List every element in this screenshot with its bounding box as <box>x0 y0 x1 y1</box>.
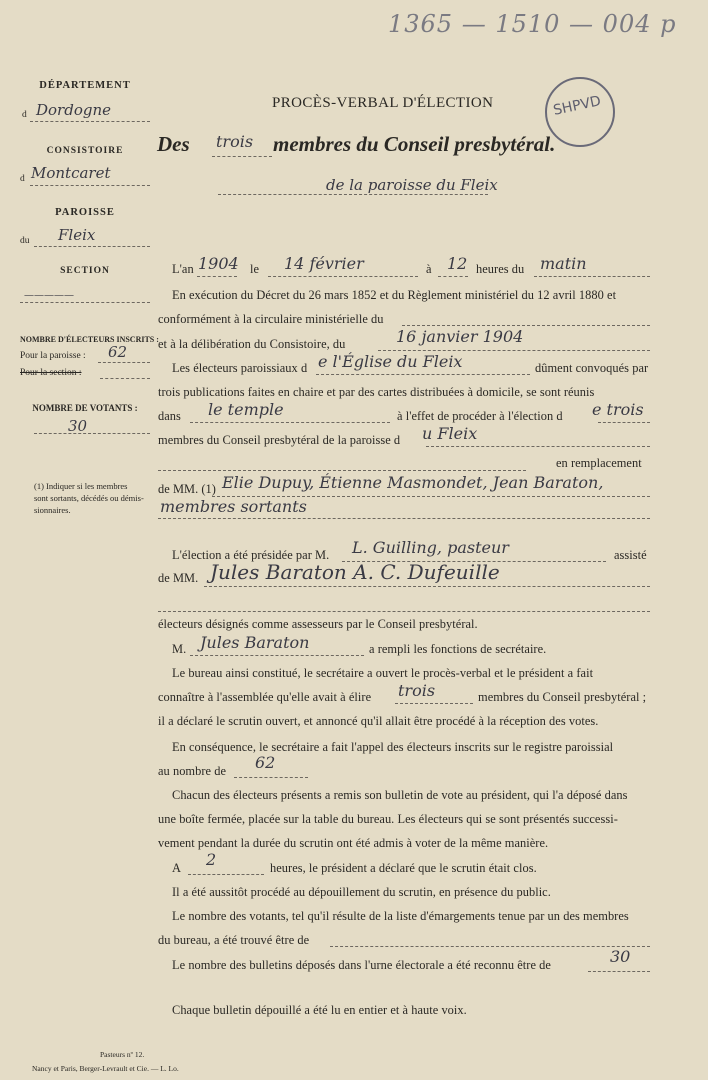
inscrits-paroisse-value: 62 <box>108 343 128 361</box>
votants-value: 30 <box>68 417 88 435</box>
consistoire-label: CONSISTOIRE <box>46 146 124 156</box>
year-value: 1904 <box>198 254 239 273</box>
secretaire-value: Jules Baraton <box>200 633 310 652</box>
text-au-nombre: au nombre de <box>158 764 227 778</box>
text-assiste: assisté <box>614 548 647 562</box>
text-membres-conseil: membres du Conseil presbytéral ; <box>478 690 647 704</box>
text-a: A <box>172 861 181 875</box>
text-dans: dans <box>158 409 181 423</box>
inscrits-value: 62 <box>255 753 276 772</box>
elire-nombre-value: trois <box>398 681 436 700</box>
text-scrutin-ouvert: il a déclaré le scrutin ouvert, et annoncé qu'il allait être procédé à la réception des votes. <box>158 714 599 728</box>
text-presidee: L'élection a été présidée par M. <box>172 548 330 562</box>
text-assesseurs: électeurs désignés comme assesseurs par le Conseil presbytéral. <box>158 617 478 631</box>
inscrits-label: NOMBRE D'ÉLECTEURS INSCRITS : <box>20 335 159 344</box>
text-boite: une boîte fermée, placée sur la table du bureau. Les électeurs qui se sont présentés successi- <box>158 812 618 826</box>
hour-value: 12 <box>447 254 468 273</box>
text-de-mm: de MM. (1) <box>158 482 216 496</box>
text-duree: vement pendant la durée du scrutin ont été admis à voter de la même manière. <box>158 836 549 850</box>
text-appel: En conséquence, le secrétaire a fait l'appel des électeurs inscrits sur le registre paroissial <box>172 740 614 754</box>
text-bulletins-deposes: Le nombre des bulletins déposés dans l'urne électorale a été reconnu être de <box>172 958 551 972</box>
text-decret: En exécution du Décret du 26 mars 1852 et du Règlement ministériel du 12 avril 1880 et <box>172 288 617 302</box>
inscrits-paroisse-label: Pour la paroisse : <box>20 351 86 361</box>
bulletins-value: 30 <box>610 947 631 966</box>
title-nombre-membres: trois <box>216 132 254 151</box>
text-secretaire: a rempli les fonctions de secrétaire. <box>369 642 547 656</box>
note-line-1: (1) Indiquer si les membres <box>34 481 128 491</box>
text-publications: trois publications faites en chaire et par des cartes distribuées à domicile, se sont réunis <box>158 385 595 399</box>
consistoire-prefix: d <box>20 174 25 184</box>
inscrits-section-label: Pour la section : <box>20 368 82 378</box>
note-line-2: sont sortants, décédés ou démis- <box>34 493 144 503</box>
section-value: ————— <box>24 290 74 301</box>
assesseurs-value: Jules Baraton A. C. Dufeuille <box>210 560 500 584</box>
archive-stamp-text: SHPVD <box>551 93 603 119</box>
deliberation-date-value: 16 janvier 1904 <box>396 327 524 346</box>
title-paroisse: de la paroisse du Fleix <box>326 176 498 194</box>
l1-an: L'an <box>172 262 194 276</box>
departement-prefix: d <box>22 110 27 120</box>
printer-line: Nancy et Paris, Berger-Levrault et Cie. — L. Lo. <box>32 1064 179 1073</box>
votants-label: NOMBRE DE VOTANTS : <box>32 403 138 413</box>
text-bulletin: Chacun des électeurs présents a remis son bulletin de vote au président, qui l'a déposé dans <box>172 788 628 802</box>
text-convoques: dûment convoqués par <box>535 361 649 375</box>
text-depouillement: Il a été aussitôt procédé au dépouillement du scrutin, en présence du public. <box>172 885 551 899</box>
paroisse-prefix: du <box>20 236 30 246</box>
text-m: M. <box>172 642 187 656</box>
section-label: SECTION <box>60 266 110 276</box>
membres-remplaces-value: Elie Dupuy, Étienne Masmondet, Jean Baraton, <box>222 473 604 492</box>
period-value: matin <box>540 254 587 273</box>
title-rest: membres du Conseil presbytéral. <box>273 132 556 156</box>
date-value: 14 février <box>284 254 364 273</box>
note-line-3: sionnaires. <box>34 505 71 515</box>
form-number: Pasteurs nº 12. <box>100 1050 145 1059</box>
paroisse-value: Fleix <box>58 226 96 244</box>
text-deliberation: et à la délibération du Consistoire, du <box>158 337 346 351</box>
president-value: L. Guilling, pasteur <box>352 538 509 557</box>
heure-cloture-value: 2 <box>206 850 217 869</box>
election-nombre-value: e trois <box>592 400 644 419</box>
text-remplacement: en remplacement <box>556 456 642 470</box>
text-clos: heures, le président a déclaré que le scrutin était clos. <box>270 861 537 875</box>
text-lecture: Chaque bulletin dépouillé a été lu en entier et à haute voix. <box>172 1003 467 1017</box>
text-election: à l'effet de procéder à l'élection d <box>397 409 563 423</box>
membres-statut-value: membres sortants <box>160 497 307 516</box>
text-connaitre: connaître à l'assemblée qu'elle avait à élire <box>158 690 372 704</box>
text-membres-paroisse: membres du Conseil presbytéral de la paroisse d <box>158 433 401 447</box>
lieu-value: le temple <box>208 400 284 419</box>
text-bureau: Le bureau ainsi constitué, le secrétaire a ouvert le procès-verbal et le président a fait <box>172 666 594 680</box>
l1-le: le <box>250 262 260 276</box>
text-electeurs: Les électeurs paroissiaux d <box>172 361 308 375</box>
departement-value: Dordogne <box>36 101 111 119</box>
eglise-value: e l'Église du Fleix <box>318 352 463 371</box>
paroisse-value: u Fleix <box>422 424 478 443</box>
title-des: Des <box>157 132 190 156</box>
l1-heures-du: heures du <box>476 262 525 276</box>
text-nombre-votants: Le nombre des votants, tel qu'il résulte de la liste d'émargements tenue par un des membres <box>172 909 629 923</box>
paroisse-label: PAROISSE <box>55 207 115 218</box>
text-de-mm-assesseurs: de MM. <box>158 571 199 585</box>
l1-a: à <box>426 262 432 276</box>
text-circulaire: conformément à la circulaire ministérielle du <box>158 312 384 326</box>
departement-label: DÉPARTEMENT <box>39 80 131 91</box>
document-title: PROCÈS-VERBAL D'ÉLECTION <box>272 95 494 111</box>
consistoire-value: Montcaret <box>31 164 111 182</box>
text-trouve: du bureau, a été trouvé être de <box>158 933 310 947</box>
archive-number: 1365 — 1510 — 004 p <box>388 10 677 38</box>
